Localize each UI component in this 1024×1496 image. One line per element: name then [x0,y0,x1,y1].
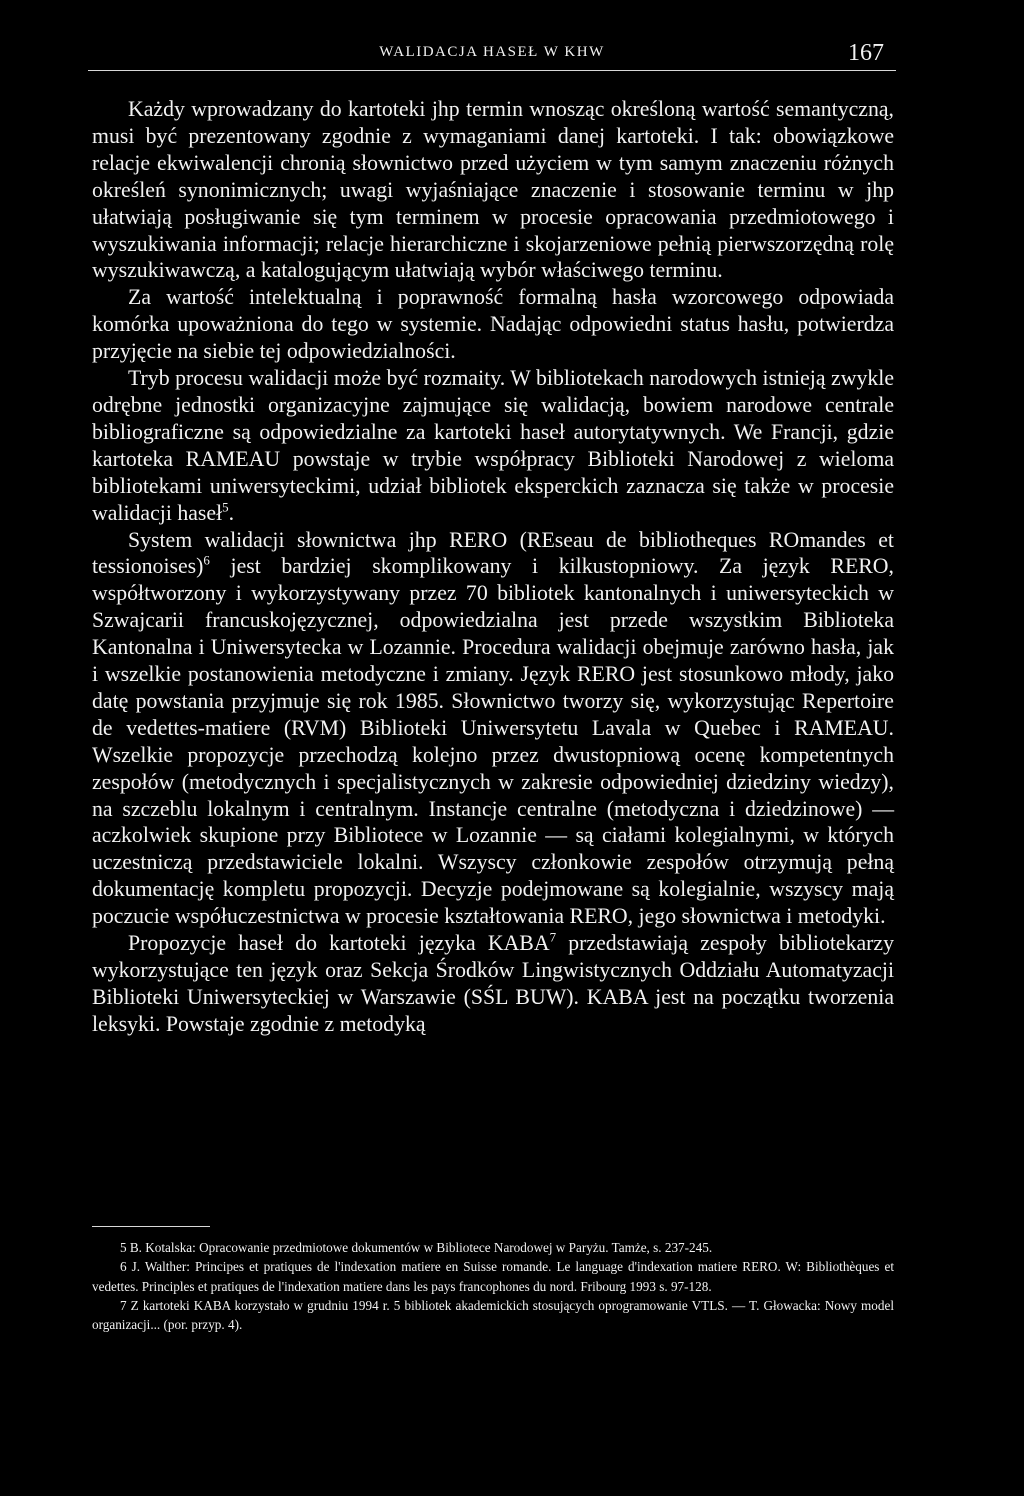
paragraph: Każdy wprowadzany do kartoteki jhp termin wnosząc określoną wartość semantyczną, musi być prezentowany zgodnie z wymaganiami danej kartoteki. I tak: obowiązkowe relacje ekwiwalencji chronią słownictwo przed użyciem w tym samym znaczeniu różnych określeń synonimicznych; uwagi wyjaśniające znaczenie i stosowanie terminu w jhp ułatwiają posługiwanie się tym terminem w procesie opracowania przedmiotowego i wyszukiwania informacji; relacje hierarchiczne i skojarzeniowe pełnią pierwszorzędną rolę wyszukiwawczą, a katalogującym ułatwiają wybór właściwego terminu. [92,97,894,283]
paragraph-text: Propozycje haseł do kartoteki języka KABA [128,931,550,956]
paragraph: Za wartość intelektualną i poprawność formalną hasła wzorcowego odpowiada komórka upoważniona do tego w systemie. Nadając odpowiedni status hasłu, potwierdza przyjęcie na siebie tej odpowiedzialności. [92,285,894,364]
paragraph-text: . [228,500,235,525]
footnote: 6 J. Walther: Principes et pratiques de l'indexation matiere en Suisse romande. Le language d'indexation matiere RERO. W: Bibliothèques et vedettes. Principles et pratiques de l'indexation matiere dans les pays francophones du nord. Fribourg 1993 s. 97-128. [92,1259,894,1294]
header-rule [88,70,896,71]
footnote: 7 Z kartoteki KABA korzystało w grudniu 1994 r. 5 bibliotek akademickich stosujących oprogramowanie VTLS. — T. Głowacka: Nowy model organizacji... (por. przyp. 4). [92,1297,894,1333]
paragraph-text: jest bardziej skomplikowany i kilkustopniowy. Za język RERO, współtworzony i wykorzystywany przez 70 bibliotek kantonalnych i uniwersyteckich w Szwajcarii francuskojęzycznej, odpowiedzialna jest przede wszystkim Biblioteka Kantonalna i Uniwersytecka w Lozannie. Procedura walidacji obejmuje zarówno hasła, jak i wszelkie postanowienia metodyczne i zmiany. Język RERO jest stosunkowo młody, jako datę powstania przyjmuje się rok 1985. Słownictwo tworzy się, wykorzystując Repertoire de vedettes-matiere (RVM) Biblioteki Uniwersytetu Lavala w Quebec i RAMEAU. Wszelkie propozycje przechodzą kolejno przez dwustopniową ocenę kompetentnych zespołów (metodycznych i specjalistycznych w zakresie odpowiedniej dziedziny wiedzy), na szczeblu lokalnym i centralnym. Instancje centralne (metodyczna i dziedzinowe) — aczkolwiek skupione przy Bibliotece w Lozannie — są ciałami kolegialnymi, w których uczestniczą przedstawiciele lokalni. Wszyscy członkowie zespołów otrzymują pełną dokumentację kompletu propozycji. Decyzje podejmowane są kolegialnie, wszyscy mają poczucie współuczestnictwa w procesie kształtowania RERO, jego słownictwa i metodyki. [92,554,894,929]
footnote-ref: 5 [222,499,229,515]
paragraph [92,527,894,931]
running-header [88,40,896,72]
paragraph [92,365,894,526]
running-title: WALIDACJA HASEŁ W KHW [379,44,605,60]
paragraph-text: Tryb procesu walidacji może być rozmaity. W bibliotekach narodowych istnieją zwykle odrębne jednostki organizacyjne zajmujące się walidacją, bowiem narodowe centrale bibliograficzne są odpowiedzialne za kartoteki haseł autorytatywnych. We Francji, gdzie kartoteka RAMEAU powstaje w trybie współpracy Biblioteki Narodowej z wieloma bibliotekami uniwersyteckimi, udział bibliotek eksperckich zaznacza się także w procesie walidacji haseł [92,366,894,525]
paragraph-text: przedstawiają zespoły bibliotekarzy wykorzystujące ten język oraz Sekcja Środków Lingwistycznych Oddziału Automatyzacji Biblioteki Uniwersyteckiej w Warszawie (SŚL BUW). KABA jest na początku tworzenia leksyki. Powstaje zgodnie z metodyką [92,931,894,1036]
footnote-ref: 7 [549,929,557,945]
footnotes [92,1238,894,1334]
page-number: 167 [848,40,884,66]
paragraph [92,930,894,1038]
footnote-ref: 6 [203,553,210,569]
footnote-rule [92,1226,210,1227]
body-text [92,96,894,1038]
footnote: 5 B. Kotalska: Opracowanie przedmiotowe dokumentów w Bibliotece Narodowej w Paryżu. Tamże, s. 237-245. [120,1240,713,1255]
paragraph-text: System walidacji słownictwa jhp RERO (REseau de bibliotheques ROmandes et tessionoises) [92,527,894,579]
